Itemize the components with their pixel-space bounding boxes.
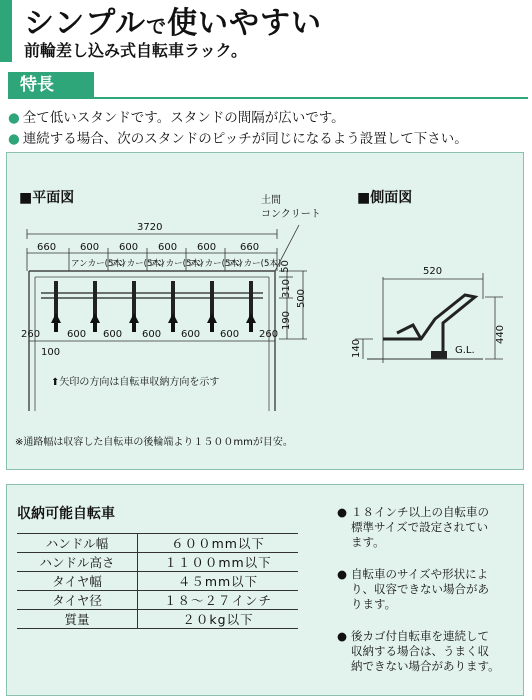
bullet-icon: ●: [337, 505, 348, 519]
table-row: [17, 610, 298, 629]
table-row: [17, 553, 298, 572]
spec-title: 収納可能自転車: [17, 506, 115, 522]
ground-label: 土間: [261, 195, 281, 206]
side-view-title: ■側面図: [357, 190, 413, 206]
anchor-label: アンカー(5本): [71, 259, 126, 269]
side-height-dim: 440: [495, 324, 507, 345]
page-title: シンプルで使いやすい: [24, 6, 323, 41]
plan-dim-top: 600: [80, 242, 100, 253]
spec-note: ● 後カゴ付自転車を連続して 収納する場合は、うまく収 納できない場合があります。: [337, 629, 500, 673]
anchor-label: アンカー(5本): [227, 259, 282, 269]
bullet-icon: ●: [8, 131, 20, 147]
table-row: [17, 572, 298, 591]
feature-item: ● 連続する場合、次のスタンドのピッチが同じになるよう設置して下さい。: [8, 131, 468, 147]
anchor-label: アンカー(5本): [110, 259, 165, 269]
plan-dim-bottom: 600: [103, 329, 123, 340]
total-width-dim: 3720: [137, 222, 163, 233]
spec-note: ● １８インチ以上の自転車の 標準サイズで設定されてい ます。: [337, 505, 489, 549]
features-divider: [8, 97, 528, 99]
plan-dim-bottom: 600: [142, 329, 162, 340]
up-arrow-icon: ⬆: [51, 377, 60, 388]
plan-dim-right: 190: [281, 310, 293, 331]
spec-label: ハンドル高さ: [17, 553, 138, 572]
plan-dim-top: 600: [158, 242, 178, 253]
bullet-icon: ●: [8, 110, 20, 126]
plan-dim-sub: 100: [41, 347, 61, 358]
plan-dim-top: 660: [37, 242, 57, 253]
side-width-dim: 520: [423, 266, 443, 277]
diagram-panel: [6, 152, 524, 470]
arrow-caption: ⬆矢印の方向は自転車収納方向を示す: [51, 377, 220, 388]
table-row: [17, 591, 298, 610]
side-base-dim: 140: [351, 338, 363, 359]
table-row: [17, 534, 298, 553]
plan-dim-top: 660: [240, 242, 260, 253]
feature-item: ● 全て低いスタンドです。スタンドの間隔が広いです。: [8, 110, 345, 126]
plan-dim-bottom: 600: [67, 329, 87, 340]
plan-dim-right: 310: [281, 278, 293, 299]
spec-label: ハンドル幅: [17, 534, 138, 553]
anchor-label: アンカー(5本): [188, 259, 243, 269]
spec-label: タイヤ径: [17, 591, 138, 610]
concrete-label: コンクリート: [261, 209, 321, 220]
ground-level-label: G.L.: [455, 345, 475, 356]
plan-dim-bottom: 600: [181, 329, 201, 340]
bullet-icon: ●: [337, 629, 348, 643]
plan-dim-bottom: 260: [259, 329, 279, 340]
page-subtitle: 前輪差し込み式自転車ラック。: [24, 41, 248, 60]
spec-label: 質量: [17, 610, 138, 629]
plan-dim-bottom: 260: [21, 329, 41, 340]
plan-dim-bottom: 600: [220, 329, 240, 340]
bullet-icon: ●: [337, 567, 348, 581]
features-label: 特長: [8, 72, 94, 98]
spec-label: タイヤ幅: [17, 572, 138, 591]
spec-value: ６００mm以下: [138, 534, 299, 553]
plan-view-title: ■平面図: [19, 190, 75, 206]
spec-table: [17, 533, 298, 629]
aisle-footnote: ※通路幅は収容した自転車の後輪端より１５００mmが目安。: [15, 437, 293, 448]
spec-value: １８～２７インチ: [138, 591, 299, 610]
spec-value: １１００mm以下: [138, 553, 299, 572]
spec-note: ● 自転車のサイズや形状によ り、収容できない場合があ ります。: [337, 567, 489, 611]
plan-dim-top: 600: [197, 242, 217, 253]
plan-dim-top: 600: [119, 242, 139, 253]
anchor-label: アンカー(5本): [149, 259, 204, 269]
header-accent-bar: [0, 0, 12, 62]
spec-value: ４５mm以下: [138, 572, 299, 591]
spec-panel: [6, 484, 524, 696]
plan-dim-right: 500: [296, 288, 308, 309]
spec-value: ２０kg以下: [138, 610, 299, 629]
plan-dim-right: 50: [279, 260, 291, 273]
